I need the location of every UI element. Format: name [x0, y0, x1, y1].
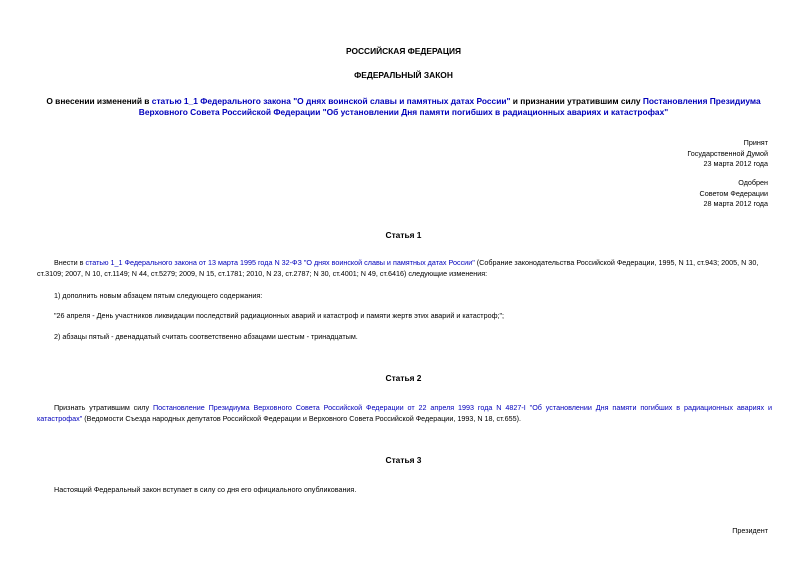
article-2-text-2: (Ведомости Съезда народных депутатов Российской Федерации и Верховного Совета Российской Федерации, 1993, N 18, ст.655). [82, 413, 521, 423]
law-type-heading: ФЕДЕРАЛЬНЫЙ ЗАКОН [354, 70, 453, 80]
approved-date: 28 марта 2012 года [703, 199, 768, 208]
title-text-2: и признании утратившим силу [510, 96, 643, 106]
article-3-text: Настоящий Федеральный закон вступает в силу со дня его официального опубликования. [54, 485, 357, 494]
article-2-text-1: Признать утратившим силу [54, 403, 153, 412]
article-1-item-2: 2) абзацы пятый - двенадцатый считать соответственно абзацами шестым - тринадцатым. [54, 332, 358, 341]
duma-adoption [687, 138, 768, 170]
accepted-by: Государственной Думой [687, 148, 768, 158]
council-approval [700, 178, 768, 210]
president-signature: Президент [732, 526, 768, 535]
accepted-label: Принят [743, 138, 768, 147]
article-3-heading: Статья 3 [385, 455, 422, 465]
title-link-resolution[interactable]: Постановления Президиума Верховного Совета Российской Федерации "Об установлении Дня памяти погибших в радиационных авариях и катастрофах" [138, 96, 761, 117]
article-1-item-1: 1) дополнить новым абзацем пятым следующего содержания: [54, 291, 263, 300]
article-1-intro-link[interactable]: статью 1_1 Федерального закона от 13 марта 1995 года N 32-ФЗ "О днях воинской славы и памятных датах России" [85, 258, 475, 267]
article-1-heading: Статья 1 [385, 230, 422, 240]
article-2-text [37, 403, 772, 424]
approved-label: Одобрен [738, 178, 768, 187]
article-2-heading: Статья 2 [385, 373, 422, 383]
approved-by: Советом Федерации [699, 188, 768, 198]
article-1-intro [37, 258, 772, 279]
article-2-link[interactable]: Постановление Президиума Верховного Совета Российской Федерации от 22 апреля 1993 года N 4827-I "Об установлении Дня памяти погибших в радиационных авариях и катастрофах" [37, 403, 772, 423]
article-1-quote: "26 апреля - День участников ликвидации последствий радиационных аварий и катастроф и памяти жертв этих аварий и катастроф;"; [54, 311, 505, 320]
article-1-intro-text-2: (Собрание законодательства Российской Федерации, 1995, N 11, ст.943; 2005, N 30, ст.3109; 2007, N 10, ст.1149; N 44, ст.5279; 2009, N 15, ст.1781; 2010, N 23, ст.2787; N 30, ст.4001; N 49, ст.6416) следующие изменения: [37, 258, 759, 278]
country-heading: РОССИЙСКАЯ ФЕДЕРАЦИЯ [345, 46, 462, 56]
title-text-1: О внесении изменений в [46, 96, 152, 106]
law-title [30, 96, 777, 118]
title-link-article[interactable]: статью 1_1 Федерального закона "О днях воинской славы и памятных датах России" [151, 96, 511, 106]
accepted-date: 23 марта 2012 года [703, 159, 768, 168]
article-1-intro-text-1: Внести в [54, 258, 86, 267]
